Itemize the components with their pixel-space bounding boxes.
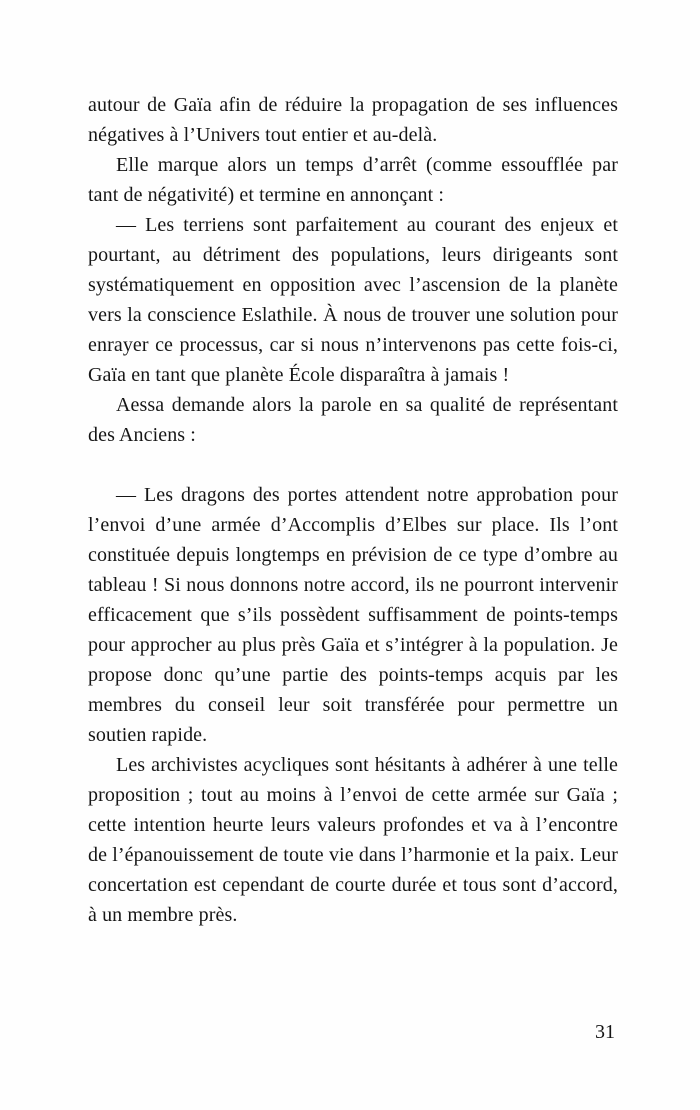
text-block — [88, 90, 618, 930]
paragraph-narration: Elle marque alors un temps d’arrêt (comme essoufflée par tant de négativité) et termine en annonçant : — [88, 154, 618, 206]
page-number: 31 — [595, 1021, 615, 1043]
paragraph-archivistes: Les archivistes acycliques sont hésitants à adhérer à une telle proposition ; tout au moins à l’envoi de cette armée sur Gaïa ; cette intention heurte leurs valeurs profondes et va à l’encontre de l’épanouissement de toute vie dans l’harmonie et la paix. Leur concertation est cependant de courte durée et tous sont d’accord, à un membre près. — [88, 754, 618, 926]
paragraph-aessa: Aessa demande alors la parole en sa qualité de représentant des Anciens : — [88, 394, 618, 446]
paragraph-dialogue-terriens: — Les terriens sont parfaitement au courant des enjeux et pourtant, au détriment des populations, leurs dirigeants sont systématiquement en opposition avec l’ascension de la planète vers la conscience Eslathile. À nous de trouver une solution pour enrayer ce processus, car si nous n’intervenons pas cette fois-ci, Gaïa en tant que planète École disparaîtra à jamais ! — [88, 214, 618, 386]
paragraph-continuation: autour de Gaïa afin de réduire la propagation de ses influences négatives à l’Univers tout entier et au-delà. — [88, 94, 618, 146]
paragraph-dialogue-dragons: — Les dragons des portes attendent notre approbation pour l’envoi d’une armée d’Accomplis d’Elbes sur place. Ils l’ont constituée depuis longtemps en prévision de ce type d’ombre au tableau ! Si nous donnons notre accord, ils ne pourront intervenir efficacement que s’ils possèdent suffisamment de points-temps pour approcher au plus près Gaïa et s’intégrer à la population. Je propose donc qu’une partie des points-temps acquis par les membres du conseil leur soit transférée pour permettre un soutien rapide. — [88, 484, 618, 746]
